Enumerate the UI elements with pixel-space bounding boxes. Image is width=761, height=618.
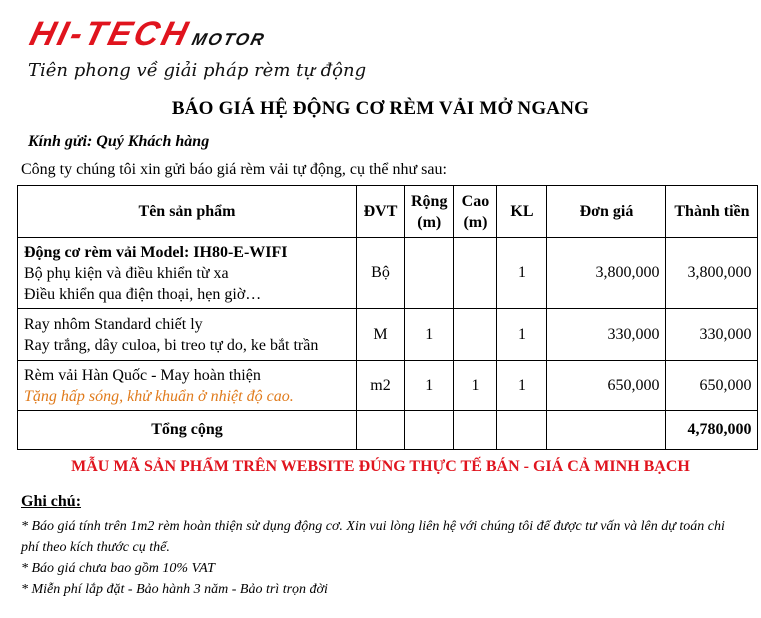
sum-empty-cell [357,411,405,450]
row-name [18,238,357,309]
header-height-label: Cao [461,192,490,210]
row-name [18,361,357,411]
row-name-line2: Tặng hấp sóng, khử khuẩn ở nhiệt độ cao. [24,387,294,405]
brand-name: HI-TECH [26,15,195,53]
row-total: 3,800,000 [666,238,758,309]
table-row [18,309,758,361]
row-width: 1 [405,309,454,361]
banner-text: MẪU MÃ SẢN PHẨM TRÊN WEBSITE ĐÚNG THỰC TẾ BÁN - GIÁ CẢ MINH BẠCH [71,458,690,475]
header-name: Tên sản phẩm [18,186,357,238]
header-height [454,186,497,238]
row-unit: M [357,309,405,361]
table-row [18,361,758,411]
sum-empty-cell [497,411,547,450]
header-height-unit: (m) [463,213,488,231]
sum-label: Tổng cộng [18,411,357,450]
greeting: Kính gửi: Quý Khách hàng [28,133,210,150]
quote-table [17,185,758,450]
row-name-line1: Động cơ rèm vải Model: IH80-E-WIFI [24,243,288,261]
note-item: * Báo giá chưa bao gồm 10% VAT [21,561,215,576]
row-price: 650,000 [547,361,666,411]
brand-suffix: MOTOR [189,30,268,49]
header-unit: ĐVT [357,186,405,238]
brand-slogan: Tiên phong về giải pháp rèm tự động [28,60,367,81]
header-total: Thành tiền [666,186,758,238]
row-name-line1: Rèm vải Hàn Quốc - May hoàn thiện [24,366,261,384]
row-width [405,238,454,309]
row-kl: 1 [497,238,547,309]
note-item: * Miễn phí lắp đặt - Bảo hành 3 năm - Bảo trì trọn đời [21,582,328,597]
row-name-line3: Điều khiển qua điện thoại, hẹn giờ… [24,285,262,303]
header-width-label: Rộng [411,192,448,210]
row-width: 1 [405,361,454,411]
header-kl: KL [497,186,547,238]
row-height [454,309,497,361]
row-name-line1: Ray nhôm Standard chiết ly [24,315,203,333]
row-height [454,238,497,309]
page-title: BÁO GIÁ HỆ ĐỘNG CƠ RÈM VẢI MỞ NGANG [171,98,590,119]
row-kl: 1 [497,309,547,361]
header-width [405,186,454,238]
row-unit: m2 [357,361,405,411]
notes-list [21,516,746,600]
sum-empty-cell [454,411,497,450]
row-total: 650,000 [666,361,758,411]
row-total: 330,000 [666,309,758,361]
row-price: 330,000 [547,309,666,361]
note-item: * Báo giá tính trên 1m2 rèm hoàn thiện sử dụng động cơ. Xin vui lòng liên hệ với chúng tôi để được tư vấn và lên dự toán chi phí theo kích thước cụ thể. [21,519,725,555]
header-width-unit: (m) [417,213,442,231]
notes-title: Ghi chú: [21,493,82,510]
sum-empty-cell [547,411,666,450]
row-price: 3,800,000 [547,238,666,309]
row-name-line2: Bộ phụ kiện và điều khiển từ xa [24,264,229,282]
row-height: 1 [454,361,497,411]
sum-empty-cell [405,411,454,450]
table-row [18,238,758,309]
table-header-row [18,186,758,238]
table-sum-row [18,411,758,450]
sum-value: 4,780,000 [666,411,758,450]
header-price: Đơn giá [547,186,666,238]
row-unit: Bộ [357,238,405,309]
brand-logo [24,14,271,60]
intro-text: Công ty chúng tôi xin gửi báo giá rèm vải tự động, cụ thể như sau: [21,161,447,178]
row-name-line2: Ray trắng, dây culoa, bi treo tự do, ke bắt trần [24,336,319,354]
row-kl: 1 [497,361,547,411]
row-name [18,309,357,361]
